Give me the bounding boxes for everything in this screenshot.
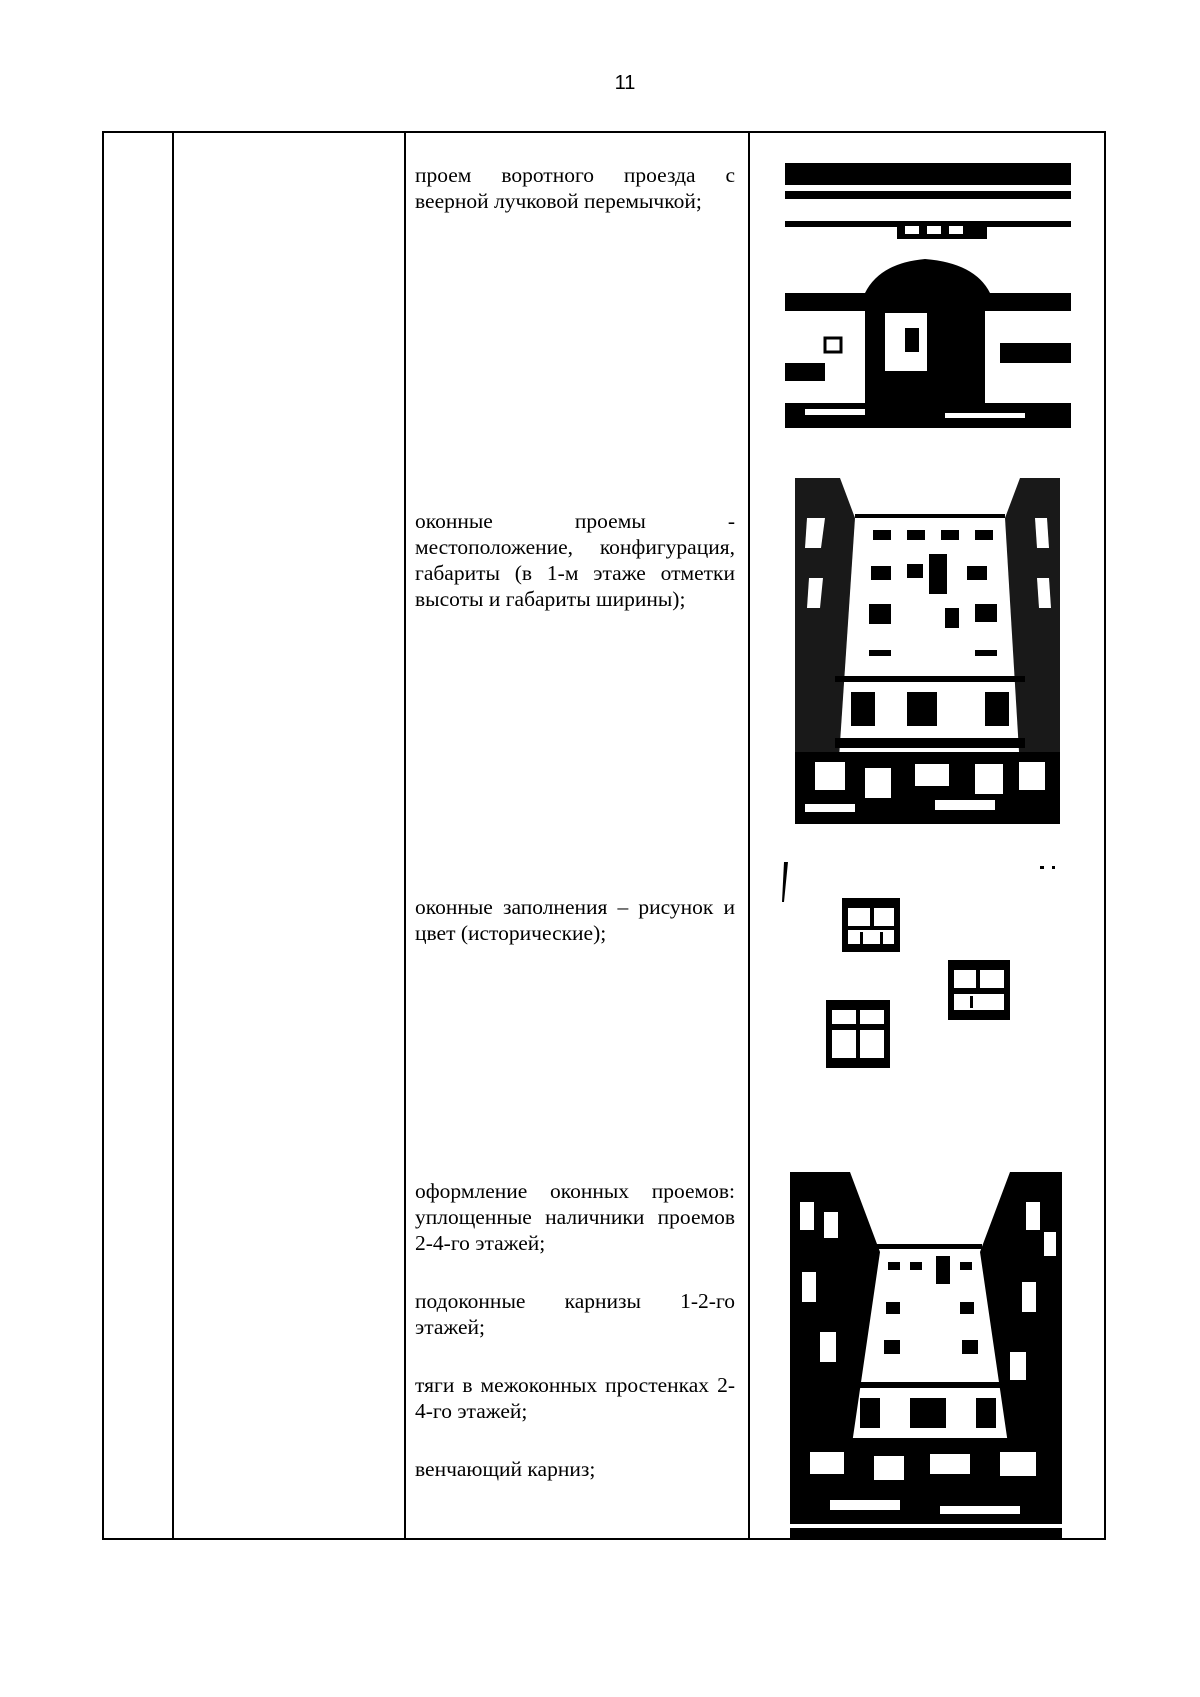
- column-divider-2: [404, 133, 406, 1538]
- photo-courtyard-facade: [795, 478, 1060, 824]
- description-paragraph: оконные проемы - местоположение, конфигурация, габариты (в 1-м этаже отметки высоты и габариты ширины);: [415, 509, 735, 611]
- row-4-description: [415, 1178, 735, 1482]
- description-paragraph: проем воротного проезда с веерной лучковой перемычкой;: [415, 163, 735, 213]
- description-paragraph: оконные заполнения – рисунок и цвет (исторические);: [415, 895, 735, 945]
- column-divider-3: [748, 133, 750, 1538]
- description-paragraph: венчающий карниз;: [415, 1457, 596, 1481]
- column-divider-1: [172, 133, 174, 1538]
- description-paragraph: подоконные карнизы 1-2-го этажей;: [415, 1289, 735, 1339]
- photo-gate-arch: [785, 163, 1071, 428]
- description-paragraph: оформление оконных проемов: уплощенные наличники проемов 2-4-го этажей;: [415, 1179, 735, 1255]
- photo-window-fillings: [780, 862, 1070, 1090]
- row-3-description: [415, 894, 735, 946]
- row-2-description: [415, 508, 735, 612]
- photo-courtyard-upward: [790, 1172, 1062, 1539]
- description-paragraph: тяги в межоконных простенках 2-4-го этажей;: [415, 1373, 735, 1423]
- page-number: 11: [614, 72, 636, 94]
- row-1-description: [415, 162, 735, 214]
